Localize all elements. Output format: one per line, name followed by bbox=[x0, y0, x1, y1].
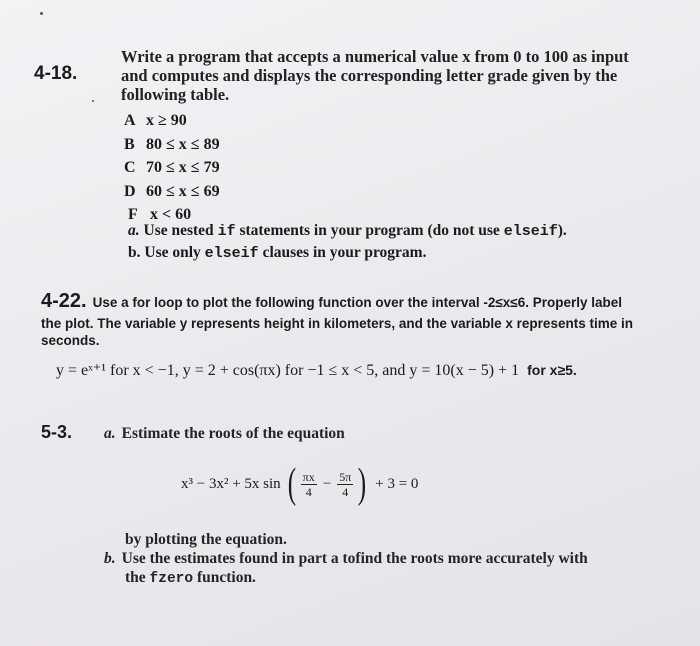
fraction-numerator: 5π bbox=[339, 469, 352, 484]
fraction-denominator: 4 bbox=[342, 484, 349, 499]
fraction-denominator: 4 bbox=[305, 484, 312, 499]
grade-row-d bbox=[124, 180, 220, 204]
problem-4-22-equation bbox=[56, 360, 577, 380]
problem-4-18-intro bbox=[121, 47, 661, 104]
part-b-line-1: Use the estimates found in part a tofind the roots more accurately with bbox=[121, 550, 588, 567]
piecewise-equation: y = eˣ⁺¹ for x < −1, y = 2 + cos(πx) for −1 ≤ x < 5, and y = 10(x − 5) + 1 bbox=[56, 362, 520, 379]
intro-line-1: Write a program that accepts a numerical value x from 0 to 100 as input bbox=[121, 47, 629, 66]
problem-4-18-part-b bbox=[128, 244, 426, 262]
stray-mark bbox=[92, 100, 94, 102]
grade-range: 60 ≤ x ≤ 69 bbox=[146, 182, 220, 200]
equation-tail: for x≥5. bbox=[527, 362, 577, 378]
code-if: if bbox=[217, 223, 236, 240]
problem-4-22 bbox=[41, 290, 681, 349]
part-label: b. bbox=[104, 550, 116, 567]
problem-5-3-part-a bbox=[104, 424, 345, 443]
code-elseif: elseif bbox=[204, 245, 259, 262]
part-label: a. bbox=[128, 222, 140, 239]
problem-4-22-line-3: seconds. bbox=[41, 333, 100, 348]
part-a-text-2: statements in your program (do not use bbox=[235, 222, 504, 239]
grade-range: x ≥ 90 bbox=[146, 112, 187, 129]
equation-rhs: + 3 = 0 bbox=[375, 475, 419, 492]
part-b-text-1: the bbox=[125, 569, 150, 586]
problem-4-18-number: 4-18. bbox=[34, 63, 78, 84]
line2-text-1: the plot. The variable bbox=[41, 316, 180, 331]
fraction-pix-over-4 bbox=[301, 470, 317, 499]
grade-table bbox=[124, 109, 220, 227]
roots-equation bbox=[181, 463, 418, 505]
part-b-text-1: Use only bbox=[144, 244, 205, 261]
grade-letter: F bbox=[128, 206, 138, 223]
close-paren: ) bbox=[358, 461, 367, 507]
stray-mark bbox=[40, 12, 43, 15]
line2-text-3: represents time in bbox=[512, 316, 633, 331]
open-paren: ( bbox=[287, 461, 296, 507]
code-elseif: elseif bbox=[503, 223, 558, 240]
lead-text-1: Use a bbox=[92, 295, 133, 310]
problem-5-3-part-b bbox=[104, 549, 684, 589]
fraction-numerator: πx bbox=[302, 469, 315, 484]
minus-sign: − bbox=[322, 475, 332, 492]
part-label: b. bbox=[128, 244, 141, 261]
problem-4-22-line-2 bbox=[41, 315, 681, 332]
fraction-5pi-over-4 bbox=[337, 470, 353, 499]
equation-lhs: x³ − 3x² + 5x sin bbox=[181, 475, 281, 492]
problem-5-3-part-a-cont: by plotting the equation. bbox=[125, 531, 287, 548]
part-a-text: Estimate the roots of the equation bbox=[121, 425, 345, 442]
grade-letter: A bbox=[124, 112, 136, 129]
intro-line-3: following table. bbox=[121, 85, 230, 104]
lead-keyword: for bbox=[132, 295, 151, 310]
var-y: y bbox=[179, 316, 188, 331]
grade-row-a bbox=[124, 109, 220, 133]
problem-4-18-part-a bbox=[128, 222, 567, 240]
problem-4-22-number: 4-22. bbox=[41, 290, 87, 312]
code-fzero: fzero bbox=[149, 571, 194, 587]
grade-range: 80 ≤ x ≤ 89 bbox=[146, 135, 220, 153]
part-b-text-2: clauses in your program. bbox=[258, 244, 427, 261]
part-a-text-1: Use nested bbox=[143, 222, 218, 239]
part-a-text-3: ). bbox=[557, 222, 567, 239]
grade-range: 70 ≤ x ≤ 79 bbox=[146, 159, 220, 176]
grade-range: x < 60 bbox=[150, 206, 192, 223]
intro-line-2: and computes and displays the corresponding letter grade given by the bbox=[121, 66, 618, 85]
part-label: a. bbox=[104, 425, 116, 442]
grade-letter: B bbox=[124, 135, 135, 153]
var-x: x bbox=[505, 316, 513, 331]
part-b-text-2: function. bbox=[193, 569, 256, 586]
problem-5-3-number: 5-3. bbox=[41, 422, 73, 442]
grade-letter: D bbox=[124, 182, 136, 200]
lead-text-2: loop to plot the following function over the interval -2≤x≤6. Properly label bbox=[150, 295, 622, 310]
line2-text-2: represents height in kilometers, and the variable bbox=[187, 316, 506, 331]
grade-row-b bbox=[124, 133, 220, 157]
grade-row-c bbox=[124, 156, 220, 180]
grade-letter: C bbox=[124, 159, 136, 176]
